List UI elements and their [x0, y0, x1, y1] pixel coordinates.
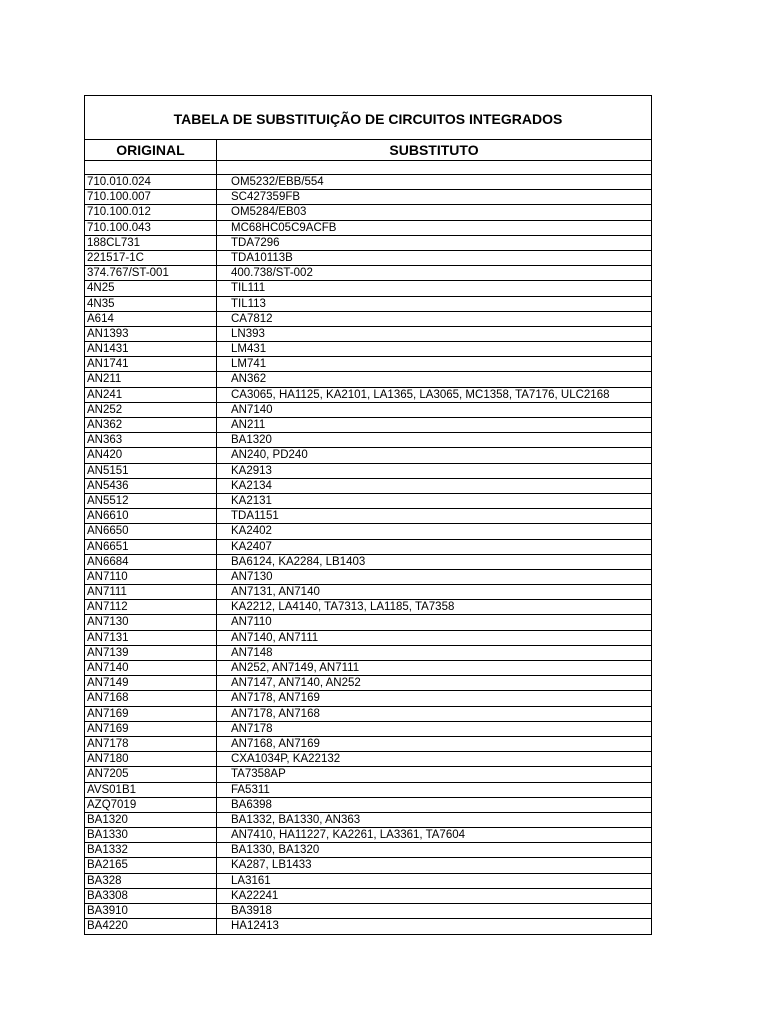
substituto-cell: KA2131 [231, 494, 272, 507]
substituto-cell: OM5232/EBB/554 [231, 176, 324, 188]
table-row [85, 236, 651, 251]
table-row [85, 540, 651, 555]
substituto-cell: TDA10113B [231, 251, 293, 264]
substituto-cell: KA22241 [231, 889, 279, 902]
table-row [85, 631, 651, 646]
substituto-cell: AN7110 [231, 616, 272, 629]
table-row [85, 221, 651, 236]
substituto-cell: AN240, PD240 [231, 449, 308, 462]
original-cell: A614 [85, 312, 217, 326]
table-row [85, 327, 651, 342]
table-row [85, 418, 651, 433]
original-cell: 374.767/ST-001 [85, 266, 217, 280]
substituto-cell: AN362 [231, 373, 267, 386]
original-cell: BA1330 [85, 828, 217, 842]
substituto-cell: SC427359FB [231, 191, 301, 204]
original-cell: 710.100.012 [85, 205, 217, 219]
substituto-cell: TA7358AP [231, 768, 286, 781]
substituto-cell: BA3918 [231, 905, 272, 917]
table-row [85, 752, 651, 767]
original-cell: BA328 [85, 874, 217, 888]
substituto-cell: OM5284/EB03 [231, 206, 307, 219]
substituto-cell: TIL111 [231, 282, 266, 295]
table-row [85, 858, 651, 873]
substituto-cell: AN7131, AN7140 [231, 586, 320, 599]
original-cell: AN1393 [85, 327, 217, 341]
original-cell: AN7110 [85, 570, 217, 584]
substituto-cell: LA3161 [231, 874, 271, 887]
substituto-cell: BA1320 [231, 434, 272, 447]
table-row [85, 691, 651, 706]
table-row [85, 494, 651, 509]
original-cell: AN6650 [85, 524, 217, 538]
substituto-cell: AN7168, AN7169 [231, 737, 320, 750]
substituto-cell: KA2913 [231, 464, 272, 477]
table-row [85, 813, 651, 828]
original-cell: AN5436 [85, 479, 217, 493]
table-row [85, 737, 651, 752]
original-cell: AN363 [85, 433, 217, 447]
substituto-cell: KA2134 [231, 479, 272, 492]
table-row [85, 722, 651, 737]
table-row [85, 312, 651, 327]
original-cell: 710.100.043 [85, 221, 217, 235]
table-row [85, 266, 651, 281]
table-row [85, 874, 651, 889]
original-cell: AN1741 [85, 357, 217, 371]
original-cell: AN1431 [85, 342, 217, 356]
original-cell: AN252 [85, 403, 217, 417]
substituto-cell: KA287, LB1433 [231, 859, 312, 872]
original-cell: AN7130 [85, 615, 217, 629]
table-row [85, 251, 651, 266]
substituto-cell: HA12413 [231, 920, 279, 933]
substituto-cell: AN7148 [231, 646, 273, 659]
table-row [85, 919, 651, 934]
substituto-cell: CA3065, HA1125, KA2101, LA1365, LA3065, MC1358, TA7176, ULC2168 [231, 388, 610, 401]
table-row [85, 661, 651, 676]
substituto-cell: FA5311 [231, 783, 270, 796]
spacer-cell [85, 161, 217, 174]
original-cell: AN7149 [85, 676, 217, 690]
original-cell: AN362 [85, 418, 217, 432]
substituto-cell: CXA1034P, KA22132 [231, 753, 341, 766]
substituto-cell: AN7178, AN7168 [231, 707, 320, 720]
original-cell: AN7139 [85, 646, 217, 660]
substituto-cell: MC68HC05C9ACFB [231, 221, 337, 234]
original-cell: AN420 [85, 448, 217, 462]
original-cell: BA4220 [85, 919, 217, 934]
table-row [85, 904, 651, 919]
substituto-cell: BA1330, BA1320 [231, 844, 320, 857]
original-cell: AN7131 [85, 631, 217, 645]
table-row [85, 433, 651, 448]
original-cell: AN5151 [85, 464, 217, 478]
substituto-cell: AN211 [231, 419, 266, 431]
table-row [85, 403, 651, 418]
table-row [85, 843, 651, 858]
original-cell: BA1332 [85, 843, 217, 857]
substituto-cell: TIL113 [231, 297, 266, 310]
substituto-cell: CA7812 [231, 312, 273, 325]
header-substituto: SUBSTITUTO [389, 142, 479, 158]
original-cell: AVS01B1 [85, 783, 217, 797]
original-cell: 710.010.024 [85, 175, 217, 189]
original-cell: BA3910 [85, 904, 217, 918]
substituto-cell: BA1332, BA1330, AN363 [231, 813, 361, 826]
substituto-cell: LN393 [231, 327, 265, 340]
substituto-cell: AN7130 [231, 570, 273, 583]
table-title: TABELA DE SUBSTITUIÇÃO DE CIRCUITOS INTEGRADOS [85, 96, 651, 140]
table-row [85, 342, 651, 357]
original-cell: AN5512 [85, 494, 217, 508]
original-cell: AZQ7019 [85, 798, 217, 812]
table-row [85, 767, 651, 782]
table-row [85, 524, 651, 539]
original-cell: 188CL731 [85, 236, 217, 250]
original-cell: AN7169 [85, 722, 217, 736]
table-body [85, 175, 651, 934]
table-row [85, 388, 651, 403]
table-row [85, 464, 651, 479]
table-row [85, 205, 651, 220]
original-cell: 710.100.007 [85, 190, 217, 204]
original-cell: AN6684 [85, 555, 217, 569]
table-row [85, 570, 651, 585]
substituto-cell: KA2212, LA4140, TA7313, LA1185, TA7358 [231, 601, 455, 614]
substituto-cell: TDA7296 [231, 236, 280, 249]
table-row [85, 828, 651, 843]
substituto-cell: 400.738/ST-002 [231, 267, 313, 280]
original-cell: AN241 [85, 388, 217, 402]
original-cell: AN7111 [85, 585, 217, 599]
original-cell: AN7180 [85, 752, 217, 766]
header-original: ORIGINAL [85, 140, 217, 160]
table-row [85, 585, 651, 600]
original-cell: AN6610 [85, 509, 217, 523]
table-row [85, 707, 651, 722]
substituto-cell: KA2407 [231, 540, 272, 553]
table-row [85, 297, 651, 312]
original-cell: AN7169 [85, 707, 217, 721]
substituto-cell: AN7410, HA11227, KA2261, LA3361, TA7604 [231, 829, 466, 842]
table-row [85, 448, 651, 463]
table-row [85, 190, 651, 205]
original-cell: AN6651 [85, 540, 217, 554]
original-cell: BA1320 [85, 813, 217, 827]
table-row [85, 600, 651, 615]
table-row [85, 798, 651, 813]
original-cell: BA2165 [85, 858, 217, 872]
substituto-cell: AN7140 [231, 403, 273, 416]
table-header-row [85, 140, 651, 161]
original-cell: AN7112 [85, 600, 217, 614]
substituto-cell: LM741 [231, 358, 267, 371]
table-row [85, 615, 651, 630]
substituto-cell: AN252, AN7149, AN7111 [231, 662, 360, 674]
substitution-table [84, 95, 652, 935]
original-cell: 221517-1C [85, 251, 217, 265]
table-row [85, 676, 651, 691]
table-row [85, 555, 651, 570]
table-spacer-row [85, 161, 651, 175]
original-cell: 4N35 [85, 297, 217, 311]
substituto-cell: TDA1151 [231, 510, 279, 523]
table-row [85, 357, 651, 372]
substituto-cell: AN7178, AN7169 [231, 692, 320, 705]
substituto-cell: BA6398 [231, 798, 272, 811]
table-row [85, 175, 651, 190]
substituto-cell: BA6124, KA2284, LB1403 [231, 555, 366, 568]
substituto-cell: AN7178 [231, 722, 273, 735]
table-row [85, 509, 651, 524]
original-cell: AN7168 [85, 691, 217, 705]
original-cell: AN7140 [85, 661, 217, 675]
original-cell: AN7205 [85, 767, 217, 781]
substituto-cell: AN7140, AN7111 [231, 631, 319, 644]
substituto-cell: LM431 [231, 343, 267, 356]
substituto-cell: AN7147, AN7140, AN252 [231, 677, 361, 690]
table-row [85, 889, 651, 904]
original-cell: AN7178 [85, 737, 217, 751]
original-cell: AN211 [85, 372, 217, 386]
table-row [85, 372, 651, 387]
table-row [85, 479, 651, 494]
table-row [85, 281, 651, 296]
table-row [85, 783, 651, 798]
original-cell: 4N25 [85, 281, 217, 295]
table-row [85, 646, 651, 661]
substituto-cell: KA2402 [231, 525, 272, 538]
original-cell: BA3308 [85, 889, 217, 903]
